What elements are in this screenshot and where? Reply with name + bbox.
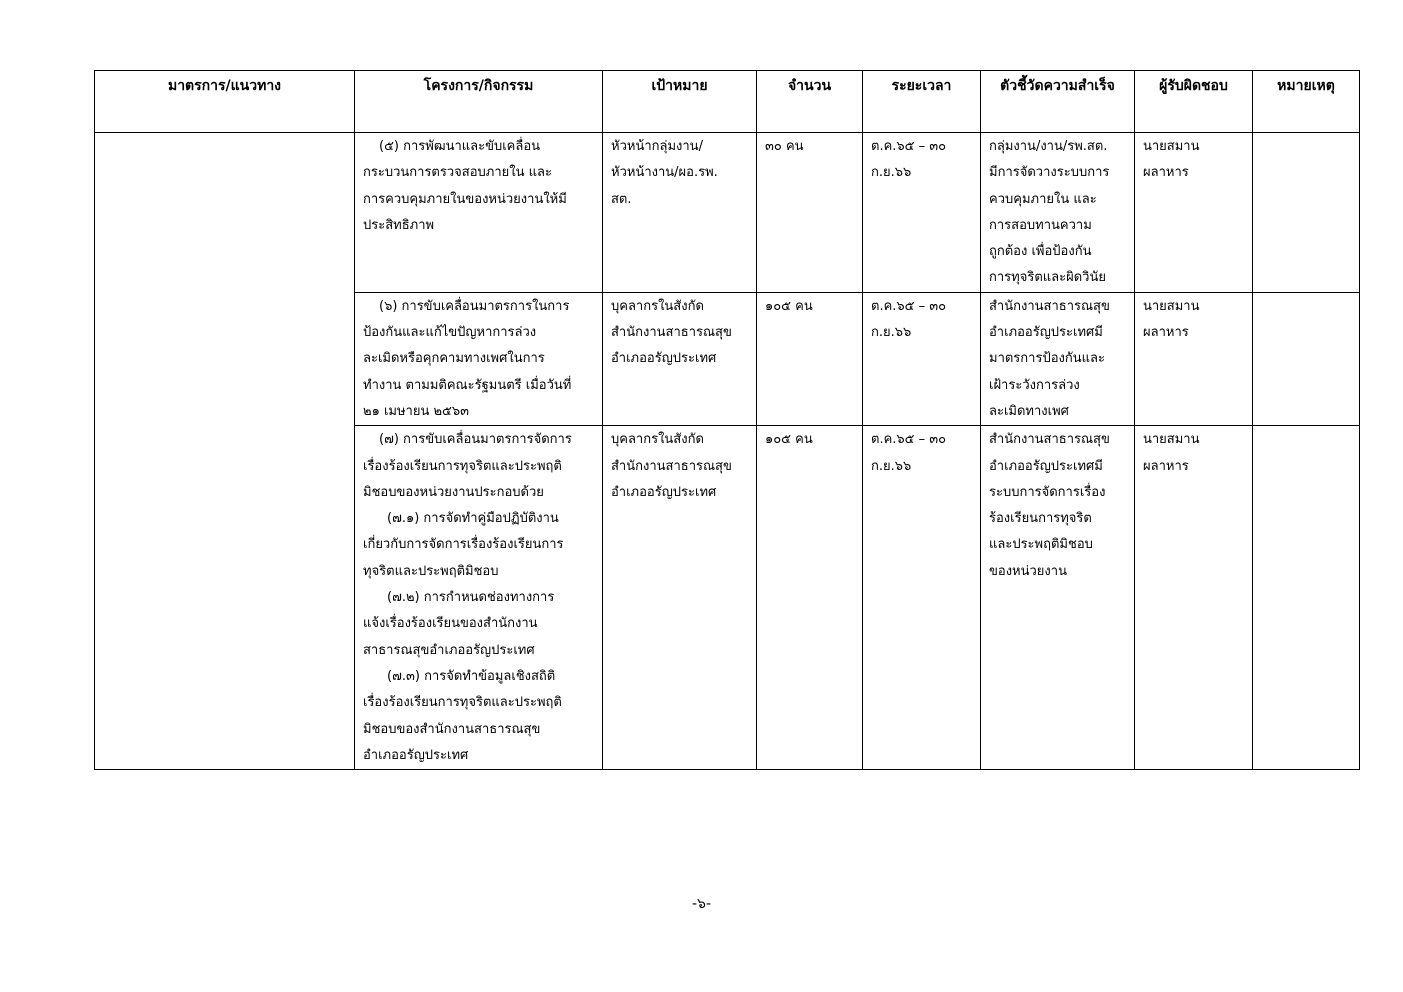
- project-line: ป้องกันและแก้ไขปัญหาการล่วง: [363, 325, 537, 341]
- project-line: (๗.๑) การจัดทำคู่มือปฏิบัติงาน: [387, 511, 559, 527]
- project-line: กระบวนการตรวจสอบภายใน และ: [363, 165, 552, 181]
- project-cell: [355, 133, 603, 293]
- project-cell: [355, 426, 603, 770]
- project-line: การควบคุมภายในของหน่วยงานให้มี: [363, 191, 567, 207]
- project-line: (๗.๓) การจัดทำข้อมูลเชิงสถิติ: [387, 668, 556, 684]
- period-line: ต.ค.๖๕ – ๓๐: [871, 432, 947, 448]
- target-cell: [603, 133, 757, 293]
- indicator-line: และประพฤติมิชอบ: [989, 537, 1093, 553]
- project-line: ละเมิดหรือคุกคามทางเพศในการ: [363, 351, 545, 367]
- target-cell: [603, 292, 757, 425]
- remark-cell: [1253, 426, 1360, 770]
- project-line: แจ้งเรื่องร้องเรียนของสำนักงาน: [363, 616, 538, 632]
- period-cell: [863, 292, 981, 425]
- plan-table: [94, 70, 1360, 770]
- header-measure: มาตรการ/แนวทาง: [95, 71, 355, 133]
- target-line: อำเภออรัญประเทศ: [611, 484, 717, 500]
- table-row: [95, 133, 1360, 293]
- indicator-line: เฝ้าระวังการล่วง: [989, 377, 1080, 393]
- period-line: ต.ค.๖๕ – ๓๐: [871, 139, 947, 154]
- project-line: เรื่องร้องเรียนการทุจริตและประพฤติ: [363, 458, 562, 474]
- project-line: (๗.๒) การกำหนดช่องทางการ: [387, 590, 555, 606]
- period-line: ต.ค.๖๕ – ๓๐: [871, 298, 947, 314]
- remark-cell: [1253, 133, 1360, 293]
- target-line: สำนักงานสาธารณสุข: [611, 325, 732, 341]
- period-line: ก.ย.๖๖: [871, 165, 912, 181]
- amount-value: ๑๐๕ คน: [765, 432, 813, 448]
- project-line: สาธารณสุขอำเภออรัญประเทศ: [363, 642, 535, 658]
- indicator-cell: [981, 292, 1135, 425]
- indicator-line: การทุจริตและผิดวินัย: [989, 270, 1106, 286]
- amount-cell: [757, 292, 863, 425]
- indicator-line: การสอบทานความ: [989, 217, 1092, 233]
- indicator-line: มีการจัดวางระบบการ: [989, 165, 1110, 181]
- amount-value: ๑๐๕ คน: [765, 298, 813, 314]
- responsible-cell: [1135, 133, 1253, 293]
- responsible-line: นายสมาน: [1143, 139, 1200, 154]
- amount-cell: [757, 133, 863, 293]
- project-line: ทำงาน ตามมติคณะรัฐมนตรี เมื่อวันที่: [363, 377, 572, 393]
- target-line: หัวหน้างาน/ผอ.รพ.: [611, 165, 718, 181]
- target-cell: [603, 426, 757, 770]
- header-remark: หมายเหตุ: [1253, 71, 1360, 133]
- responsible-line: ผลาหาร: [1143, 458, 1189, 474]
- project-line: มิชอบของสำนักงานสาธารณสุข: [363, 721, 541, 737]
- period-cell: [863, 133, 981, 293]
- indicator-line: ระบบการจัดการเรื่อง: [989, 484, 1106, 500]
- indicator-line: ร้องเรียนการทุจริต: [989, 511, 1092, 527]
- header-project: โครงการ/กิจกรรม: [355, 71, 603, 133]
- header-period: ระยะเวลา: [863, 71, 981, 133]
- project-line: (๗) การขับเคลื่อนมาตรการจัดการ: [379, 432, 572, 448]
- responsible-cell: [1135, 292, 1253, 425]
- indicator-line: สำนักงานสาธารณสุข: [989, 432, 1110, 448]
- header-indicator: ตัวชี้วัดความสำเร็จ: [981, 71, 1135, 133]
- project-line: ประสิทธิภาพ: [363, 217, 435, 233]
- indicator-line: ละเมิดทางเพศ: [989, 403, 1069, 419]
- project-line: อำเภออรัญประเทศ: [363, 747, 469, 763]
- header-responsible: ผู้รับผิดชอบ: [1135, 71, 1253, 133]
- measure-cell: [95, 133, 355, 770]
- indicator-line: กลุ่มงาน/งาน/รพ.สต.: [989, 139, 1108, 154]
- project-line: มิชอบของหน่วยงานประกอบด้วย: [363, 484, 544, 500]
- responsible-line: นายสมาน: [1143, 432, 1200, 448]
- project-line: ๒๑ เมษายน ๒๕๖๓: [363, 403, 470, 419]
- period-line: ก.ย.๖๖: [871, 325, 912, 341]
- period-line: ก.ย.๖๖: [871, 458, 912, 474]
- project-line: เกี่ยวกับการจัดการเรื่องร้องเรียนการ: [363, 537, 564, 553]
- remark-cell: [1253, 292, 1360, 425]
- amount-value: ๓๐ คน: [765, 139, 804, 154]
- header-row: [95, 71, 1360, 133]
- responsible-cell: [1135, 426, 1253, 770]
- project-line: ทุจริตและประพฤติมิชอบ: [363, 563, 499, 579]
- indicator-line: ของหน่วยงาน: [989, 563, 1067, 579]
- header-amount: จำนวน: [757, 71, 863, 133]
- project-line: (๕) การพัฒนาและขับเคลื่อน: [379, 139, 541, 154]
- target-line: สำนักงานสาธารณสุข: [611, 458, 732, 474]
- responsible-line: ผลาหาร: [1143, 325, 1189, 341]
- indicator-line: สำนักงานสาธารณสุข: [989, 298, 1110, 314]
- responsible-line: ผลาหาร: [1143, 165, 1189, 181]
- indicator-cell: [981, 133, 1135, 293]
- target-line: บุคลากรในสังกัด: [611, 298, 704, 314]
- project-line: เรื่องร้องเรียนการทุจริตและประพฤติ: [363, 695, 562, 711]
- header-target: เป้าหมาย: [603, 71, 757, 133]
- target-line: อำเภออรัญประเทศ: [611, 351, 717, 367]
- indicator-cell: [981, 426, 1135, 770]
- page-number: -๖-: [692, 896, 711, 912]
- period-cell: [863, 426, 981, 770]
- target-line: บุคลากรในสังกัด: [611, 432, 704, 448]
- indicator-line: อำเภออรัญประเทศมี: [989, 325, 1103, 341]
- amount-cell: [757, 426, 863, 770]
- indicator-line: ถูกต้อง เพื่อป้องกัน: [989, 244, 1092, 260]
- target-line: หัวหน้ากลุ่มงาน/: [611, 139, 703, 154]
- indicator-line: อำเภออรัญประเทศมี: [989, 458, 1103, 474]
- indicator-line: ควบคุมภายใน และ: [989, 191, 1097, 207]
- target-line: สต.: [611, 191, 632, 207]
- indicator-line: มาตรการป้องกันและ: [989, 351, 1105, 367]
- responsible-line: นายสมาน: [1143, 298, 1200, 314]
- project-line: (๖) การขับเคลื่อนมาตรการในการ: [379, 298, 570, 314]
- project-cell: [355, 292, 603, 425]
